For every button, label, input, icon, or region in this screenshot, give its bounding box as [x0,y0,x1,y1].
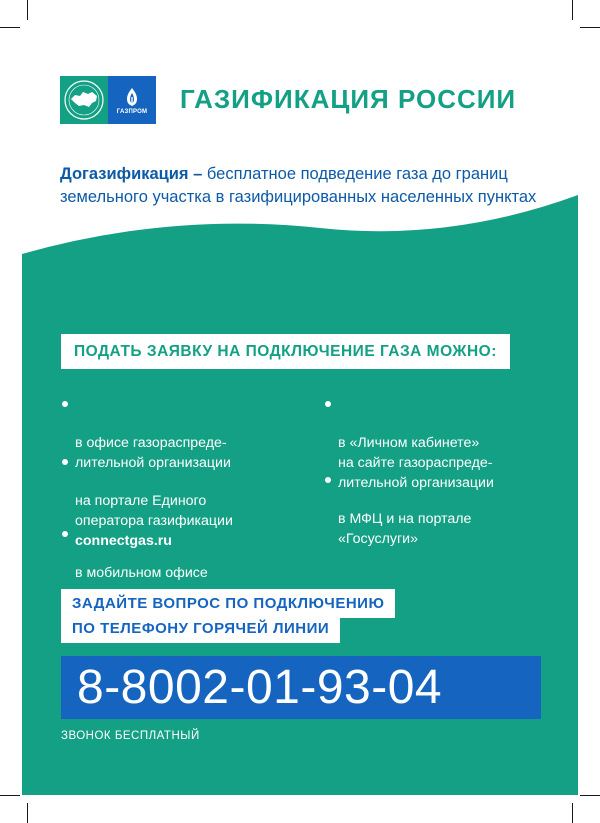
logo-group [60,76,156,124]
hotline-heading-line-2: ПО ТЕЛЕФОНУ ГОРЯЧЕЙ ЛИНИИ [61,614,340,643]
list-item [75,523,208,583]
intro-paragraph [60,163,560,209]
intro-dash: – [188,165,207,183]
intro-term: Догазификация [60,165,189,183]
bullet-icon [325,401,331,407]
free-call-note: ЗВОНОК БЕСПЛАТНЫЙ [61,730,200,742]
page-title: ГАЗИФИКАЦИЯ РОССИИ [180,84,517,114]
connectgas-link[interactable]: connectgas.ru [75,533,172,549]
bullet-icon [62,459,68,465]
bullet-icon [325,477,331,483]
option-office: в офисе газораспреде- лительной организации [75,435,231,471]
gazprom-logo [108,76,156,124]
apply-heading: ПОДАТЬ ЗАЯВКУ НА ПОДКЛЮЧЕНИЕ ГАЗА МОЖНО: [61,334,510,369]
gazprom-wordmark: ГАЗПРОМ [116,108,148,115]
russia-map-icon [63,79,105,121]
option-portal: на портале Единого оператора газификации [75,493,233,529]
flame-icon [121,86,143,108]
intro-text: бесплатное подведение газа до границ земельного участка в газифицированных населенных пунктах [60,165,537,206]
list-item [338,469,471,549]
option-mobile-office: в мобильном офисе [75,565,208,581]
phone-number-box[interactable] [61,656,541,719]
gasification-emblem [60,76,108,124]
option-personal-account: в «Личном кабинете» на сайте газораспреде- лительной организации [338,435,494,491]
hotline-heading-line-1: ЗАДАЙТЕ ВОПРОС ПО ПОДКЛЮЧЕНИЮ [61,589,395,618]
option-mfc-gosuslugi: в МФЦ и на портале «Госуслуги» [338,511,472,547]
bullet-icon [62,401,68,407]
bullet-icon [62,531,68,537]
phone-number[interactable]: 8-8002-01-93-04 [77,661,443,714]
